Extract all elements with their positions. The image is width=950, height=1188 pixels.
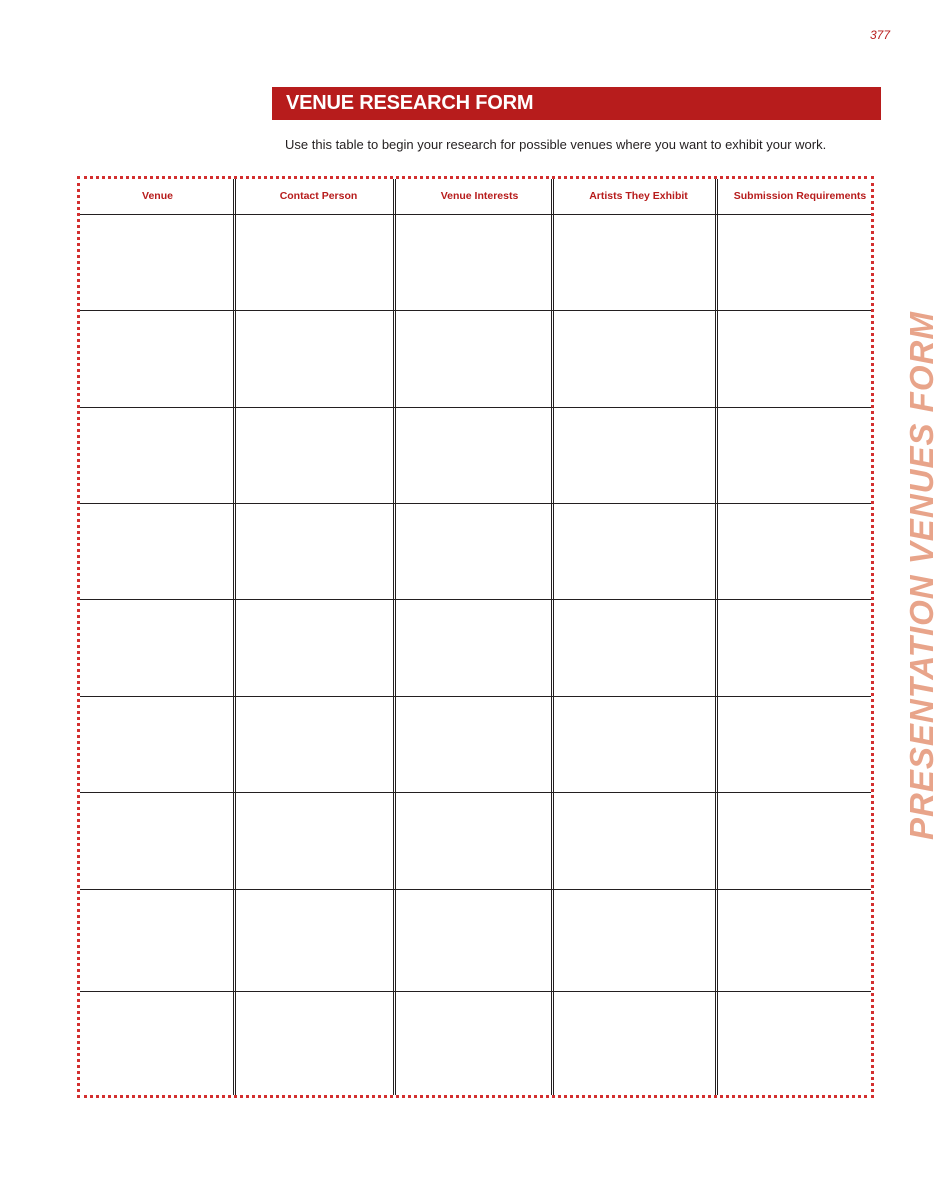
row-divider bbox=[80, 991, 871, 992]
column-header-artists-they-exhibit: Artists They Exhibit bbox=[589, 190, 688, 202]
header-underline bbox=[80, 214, 871, 215]
column-divider bbox=[393, 179, 396, 1095]
column-divider bbox=[551, 179, 554, 1095]
row-divider bbox=[80, 310, 871, 311]
row-divider bbox=[80, 407, 871, 408]
venue-research-table bbox=[80, 179, 871, 1095]
intro-text: Use this table to begin your research for possible venues where you want to exhibit your work. bbox=[285, 137, 827, 152]
column-header-submission-requirements: Submission Requirements bbox=[733, 190, 867, 202]
column-header-venue-interests: Venue Interests bbox=[440, 190, 519, 202]
side-section-title: PRESENTATION VENUES FORM bbox=[903, 311, 940, 840]
column-header-venue: Venue bbox=[142, 190, 173, 202]
form-title: VENUE RESEARCH FORM bbox=[286, 92, 534, 114]
row-divider bbox=[80, 889, 871, 890]
row-divider bbox=[80, 599, 871, 600]
form-title-bar bbox=[272, 87, 881, 120]
row-divider bbox=[80, 503, 871, 504]
column-divider bbox=[715, 179, 718, 1095]
column-divider bbox=[233, 179, 236, 1095]
page-number: 377 bbox=[869, 28, 890, 42]
row-divider bbox=[80, 696, 871, 697]
column-header-contact-person: Contact Person bbox=[279, 190, 358, 202]
row-divider bbox=[80, 792, 871, 793]
